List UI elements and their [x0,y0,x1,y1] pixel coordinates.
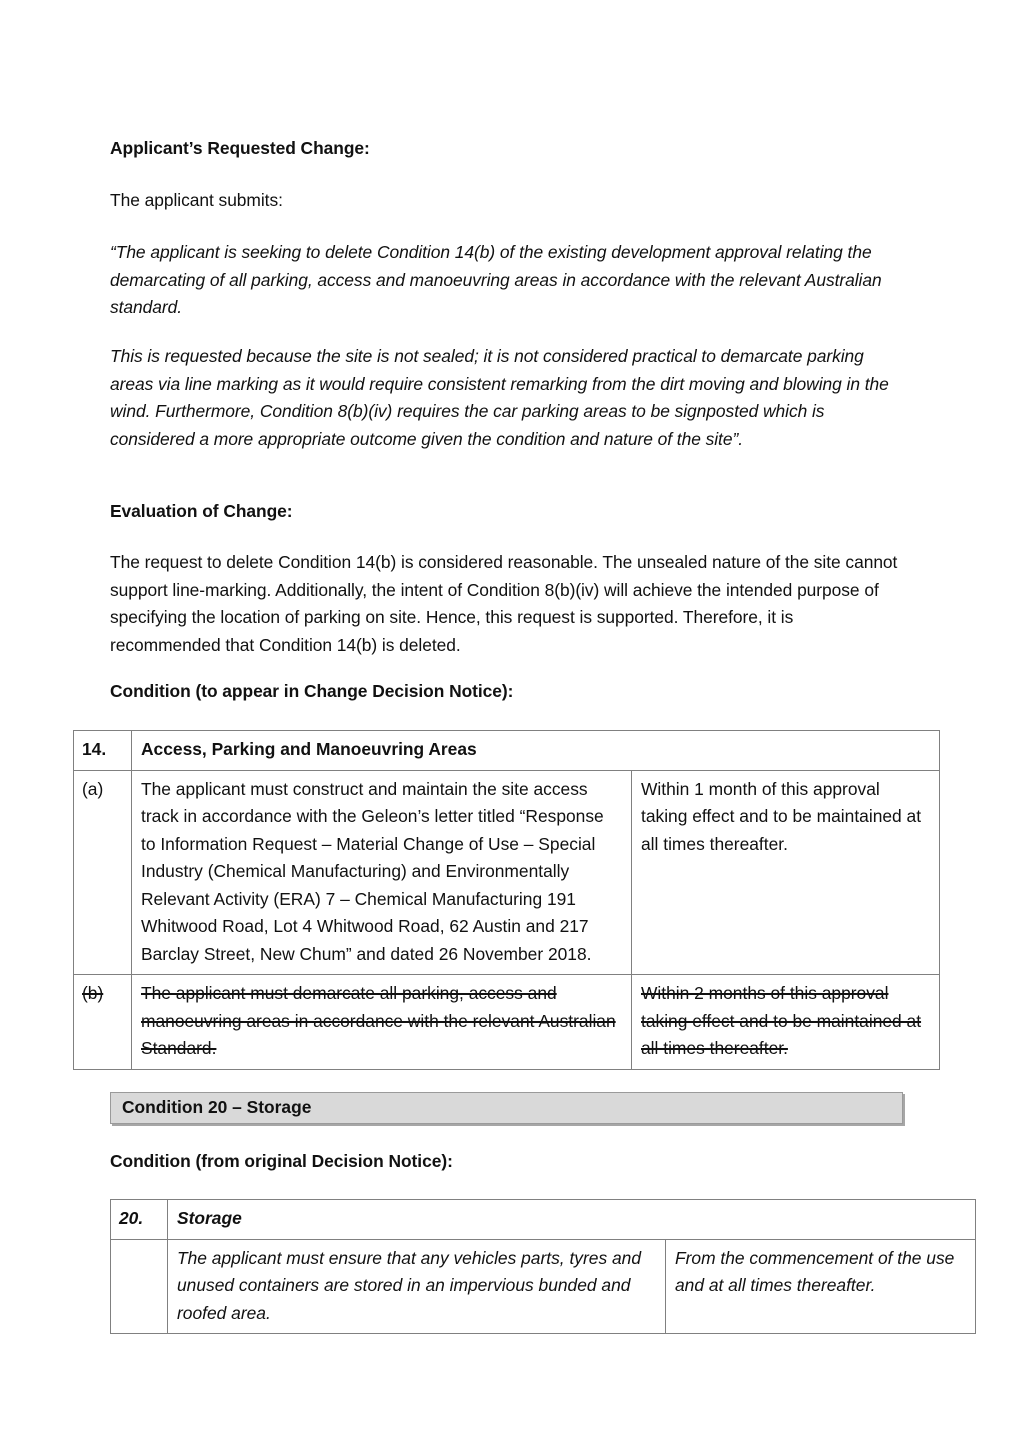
condition-14-table [73,730,940,1070]
table-row [74,975,940,1070]
condition-20-banner [110,1092,903,1124]
table-row-header [111,1200,976,1240]
condition-14-title: Access, Parking and Manoeuvring Areas [132,731,940,771]
condition-14b-label: (b) [74,975,132,1070]
condition-14a-timing: Within 1 month of this approval taking effect and to be maintained at all times thereafter. [632,770,940,975]
condition-change-decision-notice-heading: Condition (to appear in Change Decision Notice): [110,681,514,701]
condition-20-banner-label: Condition 20 – Storage [122,1097,312,1118]
requested-change-heading: Applicant’s Requested Change: [110,138,370,158]
condition-20-row-label [111,1239,168,1334]
condition-original-decision-notice-heading: Condition (from original Decision Notice): [110,1151,453,1171]
condition-14-number: 14. [74,731,132,771]
condition-20-number: 20. [111,1200,168,1240]
condition-20-requirement: The applicant must ensure that any vehicles parts, tyres and unused containers are stored in an impervious bunded and roofed area. [168,1239,666,1334]
quote-paragraph-1: “The applicant is seeking to delete Condition 14(b) of the existing development approval relating the demarcating of all parking, access and manoeuvring areas in accordance with the relevant Australian standard. [110,242,882,317]
condition-20-title: Storage [168,1200,976,1240]
condition-14b-requirement: The applicant must demarcate all parking, access and manoeuvring areas in accordance with the relevant Australian Standard. [132,975,632,1070]
condition-14a-requirement: The applicant must construct and maintain the site access track in accordance with the Geleon’s letter titled “Response to Information Request – Material Change of Use – Special Industry (Chemical Manufacturing) and Environmentally Relevant Activity (ERA) 7 – Chemical Manufacturing 191 Whitwood Road, Lot 4 Whitwood Road, 62 Austin and 217 Barclay Street, New Chum” and dated 26 November 2018. [132,770,632,975]
applicant-submits-line: The applicant submits: [110,190,283,210]
table-row [74,770,940,975]
evaluation-of-change-heading: Evaluation of Change: [110,501,293,521]
condition-14b-timing: Within 2 months of this approval taking effect and to be maintained at all times thereafter. [632,975,940,1070]
table-row-header [74,731,940,771]
quote-paragraph-2: This is requested because the site is not sealed; it is not considered practical to demarcate parking areas via line marking as it would require consistent remarking from the dirt moving and blowing in the wind. Furthermore, Condition 8(b)(iv) requires the car parking areas to be signposted which is considered a more appropriate outcome given the condition and nature of the site”. [110,346,889,449]
condition-20-table [110,1199,976,1334]
condition-14a-label: (a) [74,770,132,975]
evaluation-paragraph: The request to delete Condition 14(b) is considered reasonable. The unsealed nature of the site cannot support line-marking. Additionally, the intent of Condition 8(b)(iv) will achieve the intended purpose of specifying the location of parking on site. Hence, this request is supported. Therefore, it is recommended that Condition 14(b) is deleted. [110,552,898,655]
condition-20-timing: From the commencement of the use and at all times thereafter. [666,1239,976,1334]
table-row [111,1239,976,1334]
